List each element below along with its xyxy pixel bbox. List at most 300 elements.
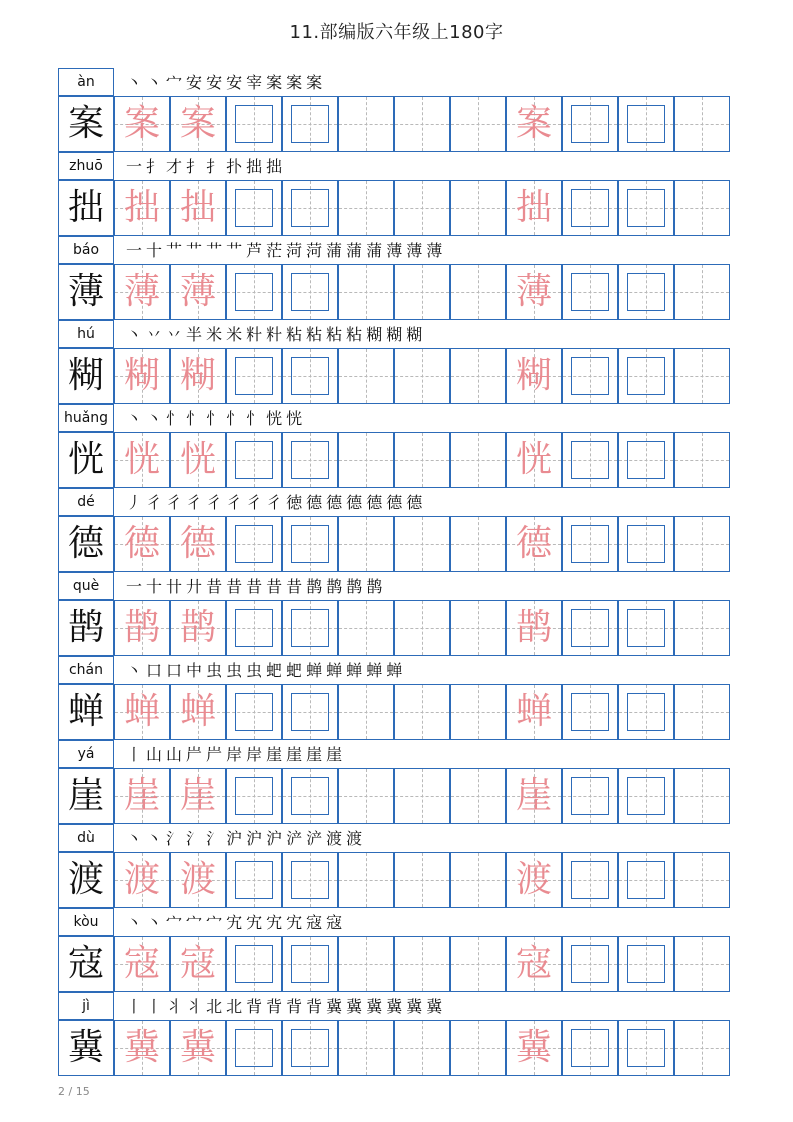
inner-box [627, 1029, 665, 1067]
inner-box [291, 273, 329, 311]
inner-box [235, 525, 273, 563]
model-cell [58, 516, 114, 572]
practice-cell [226, 96, 282, 152]
stroke-step: 沪 [226, 829, 243, 848]
guide-line [675, 712, 729, 713]
guide-line [395, 544, 449, 545]
inner-box [627, 861, 665, 899]
writing-practice-grid [58, 68, 730, 1076]
stroke-step: 浐 [286, 829, 303, 848]
model-cell [58, 264, 114, 320]
pinyin-label: huǎng [58, 404, 114, 432]
trace-cell [170, 264, 226, 320]
inner-box [291, 357, 329, 395]
inner-box [235, 609, 273, 647]
practice-cell [618, 348, 674, 404]
stroke-step: 昔 [266, 577, 283, 596]
guide-line [395, 964, 449, 965]
stroke-step: 安 [226, 73, 243, 92]
stroke-order [114, 992, 730, 1020]
guide-line [675, 376, 729, 377]
stroke-step: 忄 [166, 409, 183, 428]
model-cell [58, 96, 114, 152]
model-cell [58, 432, 114, 488]
character-row [58, 404, 730, 488]
practice-cell [450, 936, 506, 992]
stroke-step: 丬 [166, 997, 183, 1016]
model-cell [58, 768, 114, 824]
practice-cell [282, 852, 338, 908]
trace-character: 鹊 [123, 607, 160, 648]
inner-box [291, 441, 329, 479]
inner-box [291, 945, 329, 983]
inner-box [571, 441, 609, 479]
practice-cell [394, 432, 450, 488]
trace-character: 拙 [179, 187, 216, 228]
guide-line [451, 964, 505, 965]
guide-line [339, 796, 393, 797]
stroke-step: 卄 [166, 577, 183, 596]
trace-cell [170, 348, 226, 404]
inner-box [627, 945, 665, 983]
stroke-step: 艹 [186, 241, 203, 260]
trace-character: 崖 [179, 775, 216, 816]
trace-cell [170, 432, 226, 488]
stroke-step: 冀 [346, 997, 363, 1016]
stroke-step: 渡 [326, 829, 343, 848]
stroke-step: 扌 [206, 157, 223, 176]
stroke-step: 虫 [226, 661, 243, 680]
stroke-step: 忄 [226, 409, 243, 428]
stroke-step: 拙 [246, 157, 263, 176]
inner-box [235, 105, 273, 143]
inner-box [235, 693, 273, 731]
practice-cell [562, 852, 618, 908]
practice-cell [226, 600, 282, 656]
stroke-step: 宰 [246, 73, 263, 92]
stroke-step: 彳 [266, 493, 283, 512]
trace-cell [506, 516, 562, 572]
inner-box [627, 525, 665, 563]
pinyin-label: chán [58, 656, 114, 684]
stroke-step: 背 [286, 997, 303, 1016]
pinyin-label: kòu [58, 908, 114, 936]
stroke-step: 岸 [226, 745, 243, 764]
guide-line [339, 208, 393, 209]
trace-character: 恍 [179, 439, 216, 480]
practice-cell [450, 180, 506, 236]
stroke-step: 丶 [126, 829, 143, 848]
stroke-step: 茫 [266, 241, 283, 260]
stroke-step: 丷 [146, 325, 163, 344]
stroke-step: 彳 [166, 493, 183, 512]
trace-character: 糊 [123, 355, 160, 396]
practice-cell [394, 180, 450, 236]
trace-character: 恍 [123, 439, 160, 480]
practice-cell [450, 600, 506, 656]
page-title: 11.部编版六年级上180字 [289, 22, 504, 43]
practice-cell [450, 516, 506, 572]
inner-box [235, 861, 273, 899]
practice-cell [282, 348, 338, 404]
guide-line [675, 124, 729, 125]
stroke-step: 一 [126, 577, 143, 596]
trace-character: 案 [179, 103, 216, 144]
stroke-step: 冀 [326, 997, 343, 1016]
practice-cell [282, 600, 338, 656]
model-character: 案 [67, 103, 104, 144]
guide-line [451, 208, 505, 209]
trace-character: 蝉 [179, 691, 216, 732]
practice-cells [58, 348, 730, 404]
stroke-step: 蒲 [346, 241, 363, 260]
practice-cell [450, 768, 506, 824]
guide-line [675, 1048, 729, 1049]
trace-cell [506, 348, 562, 404]
practice-cell [226, 348, 282, 404]
stroke-step: 粘 [326, 325, 343, 344]
model-character: 崖 [67, 775, 104, 816]
guide-line [451, 628, 505, 629]
stroke-step: 粘 [346, 325, 363, 344]
stroke-step: 扌 [186, 157, 203, 176]
practice-cell [226, 1020, 282, 1076]
practice-cell [394, 936, 450, 992]
stroke-step: 鹊 [346, 577, 363, 596]
practice-cells [58, 96, 730, 152]
stroke-step: 口 [166, 661, 183, 680]
model-cell [58, 936, 114, 992]
guide-line [451, 292, 505, 293]
practice-cell [618, 1020, 674, 1076]
stroke-step: 口 [146, 661, 163, 680]
trace-character: 案 [123, 103, 160, 144]
stroke-step: 薄 [426, 241, 443, 260]
guide-line [451, 880, 505, 881]
stroke-step: 芦 [246, 241, 263, 260]
guide-line [339, 628, 393, 629]
character-row [58, 824, 730, 908]
guide-line [395, 1048, 449, 1049]
trace-cell [170, 768, 226, 824]
practice-cell [282, 180, 338, 236]
practice-cell [618, 516, 674, 572]
stroke-step: 虫 [206, 661, 223, 680]
stroke-step: 氵 [166, 829, 183, 848]
stroke-step: 薄 [386, 241, 403, 260]
guide-line [339, 1048, 393, 1049]
stroke-step: 丶 [146, 829, 163, 848]
model-cell [58, 852, 114, 908]
practice-cell [394, 684, 450, 740]
trace-cell [506, 600, 562, 656]
trace-character: 蝉 [123, 691, 160, 732]
stroke-step: 鹊 [366, 577, 383, 596]
practice-cell [226, 936, 282, 992]
stroke-step: 沪 [246, 829, 263, 848]
stroke-step: 德 [406, 493, 423, 512]
stroke-step: 蚆 [266, 661, 283, 680]
inner-box [291, 693, 329, 731]
inner-box [291, 1029, 329, 1067]
practice-cell [674, 264, 730, 320]
pinyin-label: báo [58, 236, 114, 264]
trace-cell [170, 96, 226, 152]
trace-cell [506, 684, 562, 740]
practice-cells [58, 432, 730, 488]
stroke-step: 寇 [306, 913, 323, 932]
practice-cell [674, 600, 730, 656]
practice-cell [282, 768, 338, 824]
practice-cell [562, 348, 618, 404]
trace-character: 案 [515, 103, 552, 144]
guide-line [339, 124, 393, 125]
stroke-step: 扌 [146, 157, 163, 176]
stroke-step: 山 [166, 745, 183, 764]
practice-cell [394, 348, 450, 404]
stroke-order [114, 68, 730, 96]
stroke-step: 冀 [406, 997, 423, 1016]
stroke-step: 德 [346, 493, 363, 512]
inner-box [571, 861, 609, 899]
model-cell [58, 684, 114, 740]
trace-character: 薄 [515, 271, 552, 312]
stroke-step: 背 [306, 997, 323, 1016]
character-row [58, 152, 730, 236]
stroke-step: 沪 [266, 829, 283, 848]
inner-box [291, 777, 329, 815]
stroke-step: 丶 [146, 409, 163, 428]
stroke-step: 扑 [226, 157, 243, 176]
practice-cell [226, 768, 282, 824]
practice-cell [394, 1020, 450, 1076]
stroke-step: 屵 [206, 745, 223, 764]
practice-cell [674, 432, 730, 488]
model-character: 鹊 [67, 607, 104, 648]
practice-cell [450, 264, 506, 320]
stroke-step: 艹 [206, 241, 223, 260]
inner-box [571, 105, 609, 143]
inner-box [291, 105, 329, 143]
practice-cell [674, 852, 730, 908]
guide-line [675, 208, 729, 209]
stroke-step: 德 [306, 493, 323, 512]
guide-line [451, 712, 505, 713]
practice-cell [562, 180, 618, 236]
trace-cell [114, 96, 170, 152]
practice-cell [394, 96, 450, 152]
trace-character: 拙 [123, 187, 160, 228]
trace-character: 德 [179, 523, 216, 564]
practice-cells [58, 936, 730, 992]
stroke-step: 丨 [146, 997, 163, 1016]
trace-cell [506, 96, 562, 152]
practice-cell [282, 516, 338, 572]
stroke-step: 鹊 [306, 577, 323, 596]
stroke-step: 籵 [246, 325, 263, 344]
guide-line [451, 796, 505, 797]
practice-cells [58, 1020, 730, 1076]
stroke-step: 山 [146, 745, 163, 764]
trace-cell [114, 264, 170, 320]
trace-cell [170, 936, 226, 992]
practice-cell [394, 852, 450, 908]
stroke-step: 丶 [126, 73, 143, 92]
stroke-step: 蒲 [366, 241, 383, 260]
stroke-step: 宄 [226, 913, 243, 932]
practice-cells [58, 516, 730, 572]
model-cell [58, 600, 114, 656]
inner-box [235, 441, 273, 479]
inner-box [235, 1029, 273, 1067]
stroke-step: 丿 [126, 493, 143, 512]
practice-cell [282, 432, 338, 488]
trace-cell [114, 1020, 170, 1076]
practice-cell [282, 1020, 338, 1076]
stroke-step: 徳 [286, 493, 303, 512]
stroke-step: 案 [286, 73, 303, 92]
practice-cell [618, 936, 674, 992]
stroke-step: 忄 [186, 409, 203, 428]
trace-character: 恍 [515, 439, 552, 480]
practice-cell [450, 852, 506, 908]
trace-cell [170, 600, 226, 656]
stroke-step: 十 [146, 241, 163, 260]
trace-cell [114, 600, 170, 656]
trace-cell [114, 180, 170, 236]
guide-line [451, 460, 505, 461]
practice-cell [674, 180, 730, 236]
trace-character: 渡 [123, 859, 160, 900]
stroke-step: 昔 [206, 577, 223, 596]
practice-cell [338, 852, 394, 908]
trace-character: 糊 [515, 355, 552, 396]
stroke-step: 冀 [426, 997, 443, 1016]
stroke-step: 北 [206, 997, 223, 1016]
practice-cell [394, 516, 450, 572]
practice-cell [282, 936, 338, 992]
guide-line [339, 880, 393, 881]
inner-box [571, 189, 609, 227]
practice-cell [338, 264, 394, 320]
practice-cell [394, 600, 450, 656]
guide-line [395, 292, 449, 293]
pinyin-label: dé [58, 488, 114, 516]
guide-line [395, 208, 449, 209]
practice-cells [58, 684, 730, 740]
guide-line [339, 292, 393, 293]
practice-cell [618, 180, 674, 236]
guide-line [675, 292, 729, 293]
stroke-step: 安 [186, 73, 203, 92]
stroke-step: 寇 [326, 913, 343, 932]
inner-box [291, 189, 329, 227]
trace-character: 冀 [123, 1027, 160, 1068]
stroke-step: 菏 [286, 241, 303, 260]
stroke-step: 丨 [126, 997, 143, 1016]
practice-cell [338, 180, 394, 236]
trace-cell [114, 852, 170, 908]
practice-cell [618, 768, 674, 824]
trace-character: 糊 [179, 355, 216, 396]
guide-line [339, 544, 393, 545]
guide-line [395, 628, 449, 629]
stroke-step: 粘 [306, 325, 323, 344]
trace-cell [114, 768, 170, 824]
stroke-step: 浐 [306, 829, 323, 848]
trace-character: 鹊 [179, 607, 216, 648]
practice-cell [562, 768, 618, 824]
practice-cell [674, 516, 730, 572]
inner-box [571, 693, 609, 731]
stroke-order [114, 572, 730, 600]
inner-box [235, 189, 273, 227]
stroke-step: 渡 [346, 829, 363, 848]
character-row [58, 572, 730, 656]
practice-cell [226, 684, 282, 740]
trace-cell [506, 180, 562, 236]
stroke-step: 德 [366, 493, 383, 512]
practice-cells [58, 180, 730, 236]
model-character: 拙 [67, 187, 104, 228]
stroke-step: 蝉 [346, 661, 363, 680]
trace-cell [170, 180, 226, 236]
stroke-step: 恍 [286, 409, 303, 428]
guide-line [675, 964, 729, 965]
pinyin-label: zhuō [58, 152, 114, 180]
practice-cell [282, 684, 338, 740]
stroke-step: 彳 [246, 493, 263, 512]
trace-character: 渡 [515, 859, 552, 900]
stroke-step: 蝉 [366, 661, 383, 680]
practice-cell [450, 348, 506, 404]
stroke-step: 屵 [186, 745, 203, 764]
practice-cell [674, 348, 730, 404]
practice-cell [562, 96, 618, 152]
stroke-step: 虫 [246, 661, 263, 680]
inner-box [571, 525, 609, 563]
stroke-step: 岸 [246, 745, 263, 764]
trace-cell [506, 264, 562, 320]
practice-cell [674, 936, 730, 992]
trace-cell [114, 684, 170, 740]
stroke-step: 背 [266, 997, 283, 1016]
stroke-step: 宄 [266, 913, 283, 932]
trace-character: 薄 [179, 271, 216, 312]
stroke-step: 糊 [366, 325, 383, 344]
practice-cell [394, 264, 450, 320]
practice-cell [450, 1020, 506, 1076]
trace-cell [506, 852, 562, 908]
stroke-step: 崖 [286, 745, 303, 764]
trace-cell [170, 852, 226, 908]
stroke-step: 氵 [206, 829, 223, 848]
practice-cell [562, 684, 618, 740]
stroke-step: 糊 [386, 325, 403, 344]
stroke-step: 籵 [266, 325, 283, 344]
stroke-step: 蚆 [286, 661, 303, 680]
pinyin-label: jì [58, 992, 114, 1020]
stroke-step: 丬 [186, 997, 203, 1016]
trace-cell [114, 348, 170, 404]
practice-cell [226, 264, 282, 320]
inner-box [571, 777, 609, 815]
practice-cell [562, 516, 618, 572]
practice-cell [226, 852, 282, 908]
stroke-step: 宀 [166, 73, 183, 92]
stroke-step: 德 [386, 493, 403, 512]
stroke-step: 中 [186, 661, 203, 680]
